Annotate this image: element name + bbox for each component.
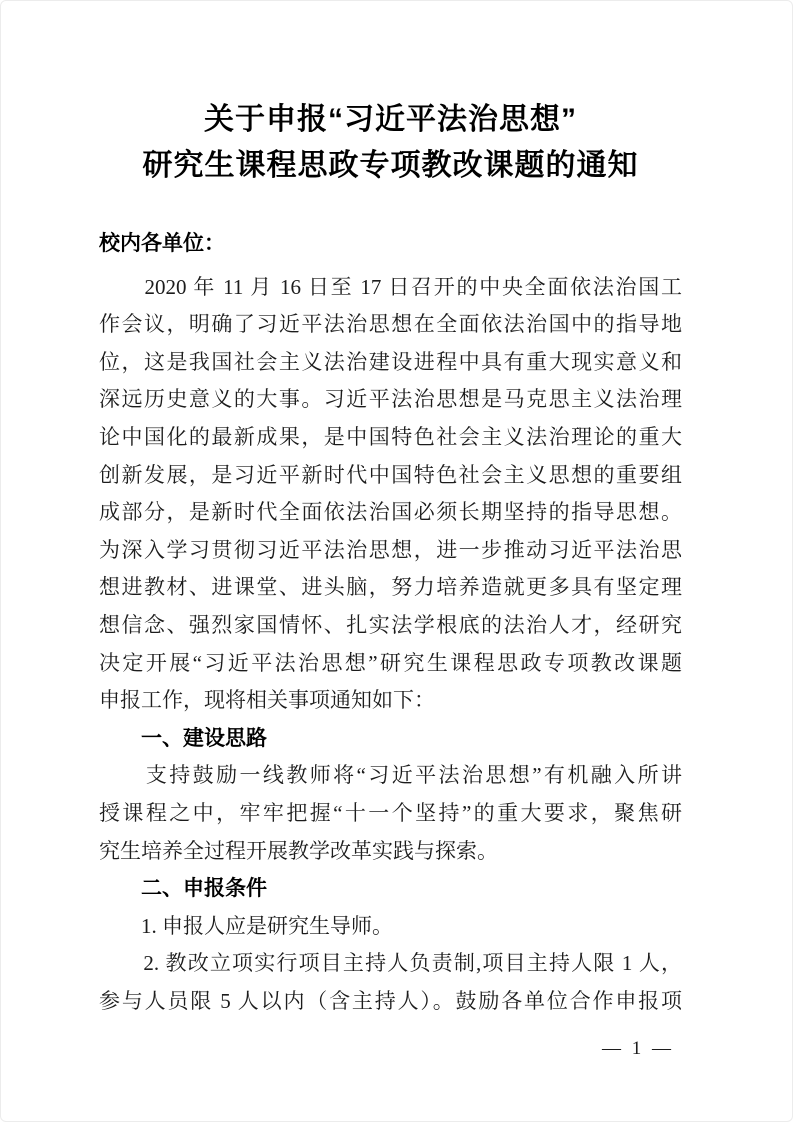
section-heading: 二、申报条件 xyxy=(99,877,267,901)
text-line: 申报工作，现将相关事项通知如下： xyxy=(99,688,435,713)
text-line: 参与人员限 5 人以内（含主持人）。鼓励各单位合作申报项 xyxy=(99,988,682,1013)
text-line: 想进教材、进课堂、进头脑，努力培养造就更多具有坚定理 xyxy=(99,575,682,600)
text-line: 想信念、强烈家国情怀、扎实法学根底的法治人才，经研究 xyxy=(99,612,682,637)
text-line: 成部分，是新时代全面依法治国必须长期坚持的指导思想。 xyxy=(99,500,682,525)
document-body xyxy=(99,225,682,1020)
salutation-line: 校内各单位： xyxy=(99,232,225,255)
text-line: 决定开展“习近平法治思想”研究生课程思政专项教改课题 xyxy=(99,650,682,675)
text-line: 为深入学习贯彻习近平法治思想，进一步推动习近平法治思 xyxy=(99,537,682,562)
document-title xyxy=(99,97,682,189)
text-line: 究生培养全过程开展教学改革实践与探索。 xyxy=(99,838,498,863)
text-line: 深远历史意义的大事。习近平法治思想是马克思主义法治理 xyxy=(99,387,682,412)
text-line: 位，这是我国社会主义法治建设进程中具有重大现实意义和 xyxy=(99,349,682,374)
text-line: 2020 年 11 月 16 日至 17 日召开的中央全面依法治国工 xyxy=(99,274,682,299)
text-line: 作会议，明确了习近平法治思想在全面依法治国中的指导地 xyxy=(99,312,682,337)
document-title-line-1: 关于申报“习近平法治思想” xyxy=(204,103,577,136)
text-line: 1. 申报人应是研究生导师。 xyxy=(99,913,393,938)
text-line: 支持鼓励一线教师将“习近平法治思想”有机融入所讲 xyxy=(99,763,682,788)
document-title-line-2: 研究生课程思政专项教改课题的通知 xyxy=(142,149,639,182)
page-number: — 1 — xyxy=(602,1038,674,1059)
text-line: 2. 教改立项实行项目主持人负责制,项目主持人限 1 人， xyxy=(99,951,682,976)
text-line: 论中国化的最新成果，是中国特色社会主义法治理论的重大 xyxy=(99,424,682,449)
text-line: 创新发展，是习近平新时代中国特色社会主义思想的重要组 xyxy=(99,462,682,487)
section-heading: 一、建设思路 xyxy=(99,726,267,750)
text-line: 授课程之中，牢牢把握“十一个坚持”的重大要求，聚焦研 xyxy=(99,800,682,825)
